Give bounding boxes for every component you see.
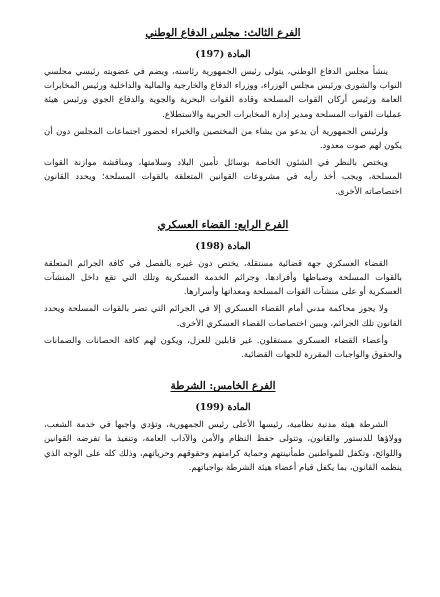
section-spacer (44, 365, 402, 379)
article-number: المادة (198) (195, 240, 251, 252)
paragraph: ولا يجوز محاكمة مدني أمام القضاء العسكري إلا في الجرائم التي تضر بالقوات المسلحة ويحدد القانون تلك الجرائم، ويبين اختصاصات القضاء العسكري الأخرى. (44, 304, 402, 329)
paragraph: ولرئيس الجمهورية أن يدعو من يشاء من المختصين والخبراء لحضور اجتماعات المجلس دون أن يكون لهم صوت معدود. (44, 126, 402, 152)
paragraph: وأعضاء القضاء العسكري مستقلون. غير قابلين للعزل، ويكون لهم كافة الحصانات والضمانات والحقوق والواجبات المقررة للجهات القضائية. (44, 335, 402, 361)
section-title: الفرع الرابع: القضاء العسكري (157, 218, 289, 231)
section-spacer (44, 202, 402, 218)
article-number: المادة (199) (195, 402, 251, 414)
section-military-judiciary (44, 218, 402, 362)
article-number: المادة (197) (195, 49, 251, 60)
paragraph: ويختص بالنظر في الشئون الخاصة بوسائل تأمين البلاد وسلامتها، ومناقشة موازنة القوات المسلحة، ويجب أخذ رأيه في مشروعات القوانين المتعلقة بالقوات المسلحة؛ ويحدد القانون اختصاصاته الأخرى. (44, 158, 402, 197)
section-national-defense-council (44, 26, 402, 199)
section-title: الفرع الخامس: الشرطة (170, 380, 276, 393)
document-page (44, 26, 402, 478)
paragraph: الشرطة هيئة مدنية نظامية، رئيسها الأعلى رئيس الجمهورية، وتؤدي واجبها في خدمة الشعب، وولاؤها للدستور والقانون، وتتولى حفظ النظام والأمن والآداب العامة، وتنفيذ ما تفرضه القوانين واللوائح، وتكفل للمواطنين طمأنينتهم وحماية كرامتهم وحقوقهم وحرياتهم، وذلك كله على الوجه الذي ينظمه القانون، بما يكفل قيام أعضاء هيئة الشرطة بواجباتهم. (44, 420, 402, 473)
paragraph: ينشأ مجلس الدفاع الوطني، يتولى رئيس الجمهورية رئاسته، ويضم في عضويته رئيسي مجلسي النواب والشورى ورئيس مجلس الوزراء، ووزراء الدفاع والخارجية والمالية والداخلية ورئيس المخابرات العامة ورئيس أركان القوات المسلحة وقادة القوات البحرية والجوية والدفاع الجوي ورئيس هيئة عمليات القوات المسلحة ومدير إدارة المخابرات الحربية والاستطلاع. (44, 67, 402, 120)
paragraph: القضاء العسكري جهة قضائية مستقلة، يختص دون غيره بالفصل في كافة الجرائم المتعلقة بالقوات المسلحة وضباطها وأفرادها، وجرائم الخدمة العسكرية وتلك التي تقع داخل المنشآت العسكرية أو على منشآت القوات المسلحة ومعداتها وأسرارها. (44, 258, 402, 298)
section-police (44, 379, 402, 475)
section-title: الفرع الثالث: مجلس الدفاع الوطني (145, 27, 301, 39)
